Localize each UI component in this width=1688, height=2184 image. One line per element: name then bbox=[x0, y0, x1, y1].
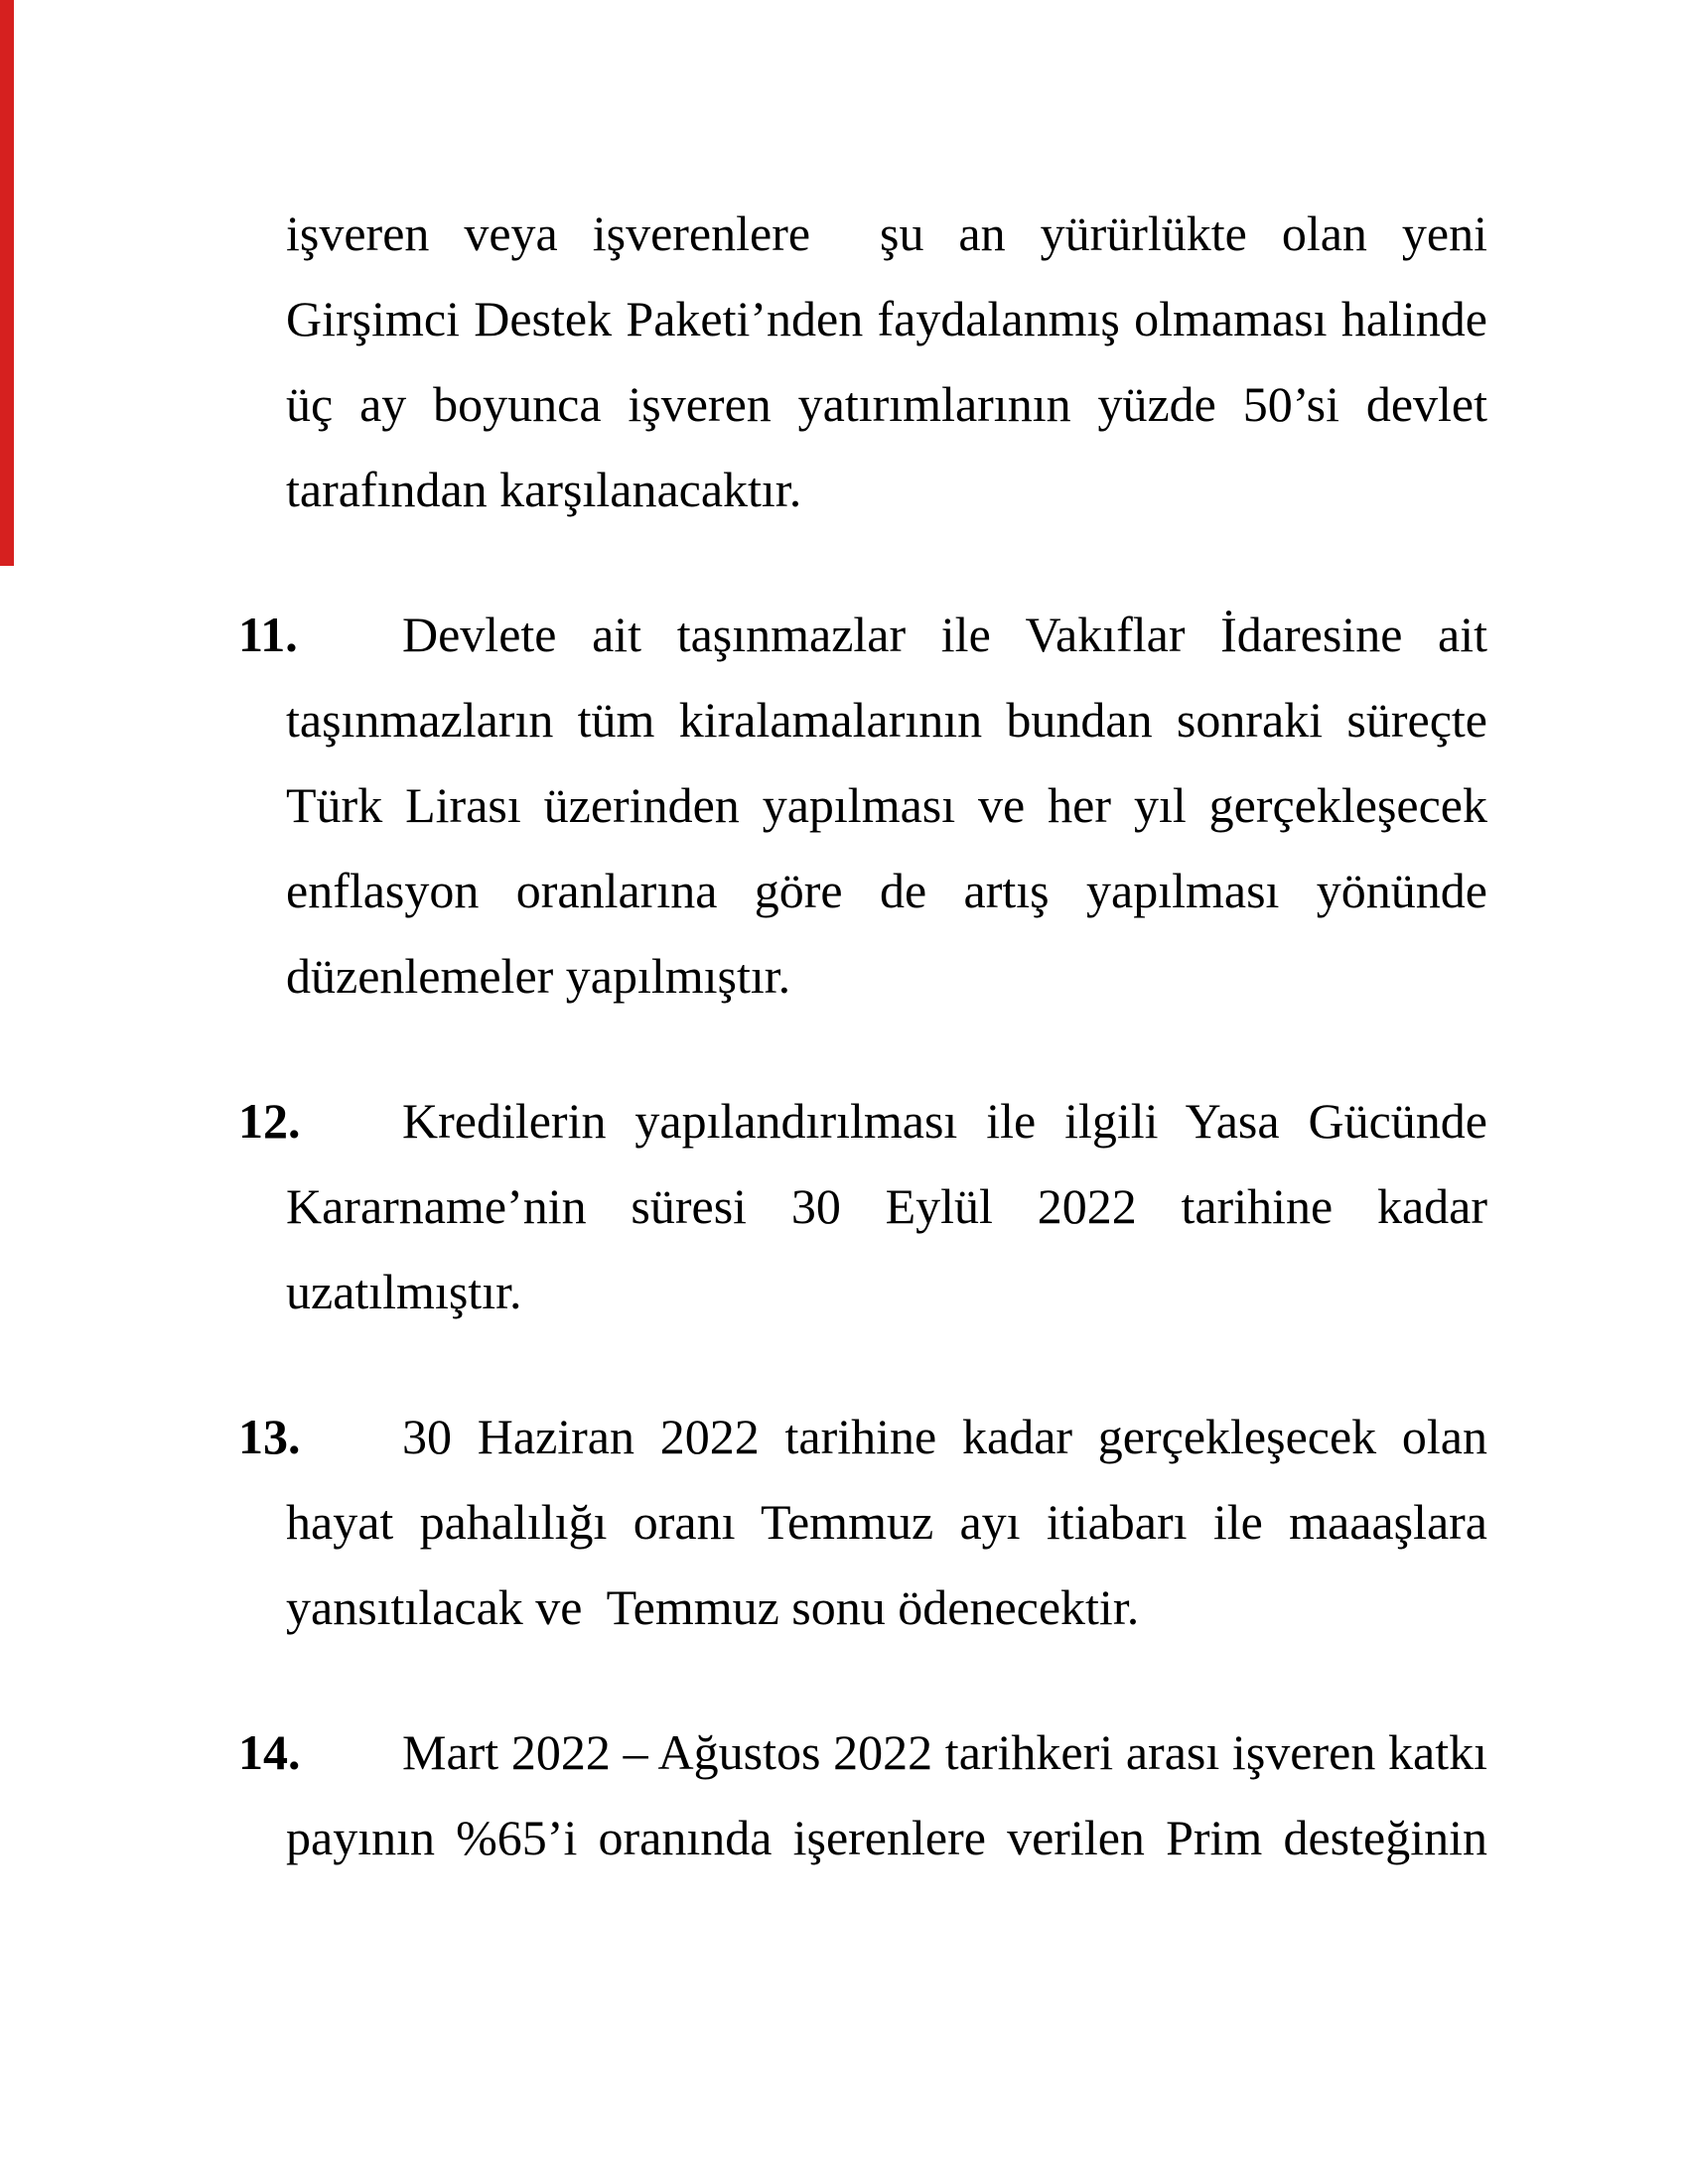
document-body bbox=[238, 191, 1487, 1940]
text-line: Türk Lirası üzerinden yapılması ve her yıl gerçekleşecek bbox=[286, 777, 1487, 833]
text-line: Mart 2022 – Ağustos 2022 tarihkeri arası işveren katkı bbox=[402, 1724, 1487, 1780]
list-item-12 bbox=[238, 1078, 1487, 1334]
text-line: Kararname’nin süresi 30 Eylül 2022 tarihine kadar bbox=[286, 1178, 1487, 1234]
text-line: hayat pahalılığı oranı Temmuz ayı itiabarı ile maaaşlara bbox=[286, 1494, 1487, 1550]
item-number: 11. bbox=[238, 607, 298, 662]
text-line: işveren veya işverenlere şu an yürürlükte olan yeni bbox=[286, 205, 1487, 261]
text-line: üç ay boyunca işveren yatırımlarının yüzde 50’si devlet bbox=[286, 376, 1487, 432]
text-line: uzatılmıştır. bbox=[286, 1264, 522, 1319]
item-number: 13. bbox=[238, 1409, 301, 1464]
text-line: enflasyon oranlarına göre de artış yapılması yönünde bbox=[286, 863, 1487, 918]
paragraph-continuation bbox=[238, 191, 1487, 532]
text-line: Devlete ait taşınmazlar ile Vakıflar İdaresine ait bbox=[402, 607, 1487, 662]
text-line: tarafından karşılanacaktır. bbox=[286, 462, 802, 517]
list-item-14 bbox=[238, 1709, 1487, 1880]
list-item-13 bbox=[238, 1394, 1487, 1650]
list-item-11 bbox=[238, 592, 1487, 1019]
text-line: payının %65’i oranında işerenlere verilen Prim desteğinin bbox=[286, 1810, 1487, 1865]
text-line: düzenlemeler yapılmıştır. bbox=[286, 948, 791, 1004]
text-line: yansıtılacak ve Temmuz sonu ödenecektir. bbox=[286, 1579, 1140, 1635]
red-edge-marker bbox=[0, 0, 14, 566]
text-line: Girşimci Destek Paketi’nden faydalanmış olmaması halinde bbox=[286, 291, 1487, 346]
text-line: Kredilerin yapılandırılması ile ilgili Yasa Gücünde bbox=[402, 1093, 1487, 1149]
text-line: 30 Haziran 2022 tarihine kadar gerçekleşecek olan bbox=[402, 1409, 1487, 1464]
item-number: 14. bbox=[238, 1724, 301, 1780]
item-number: 12. bbox=[238, 1093, 301, 1149]
text-line: taşınmazların tüm kiralamalarının bundan sonraki süreçte bbox=[286, 692, 1487, 748]
